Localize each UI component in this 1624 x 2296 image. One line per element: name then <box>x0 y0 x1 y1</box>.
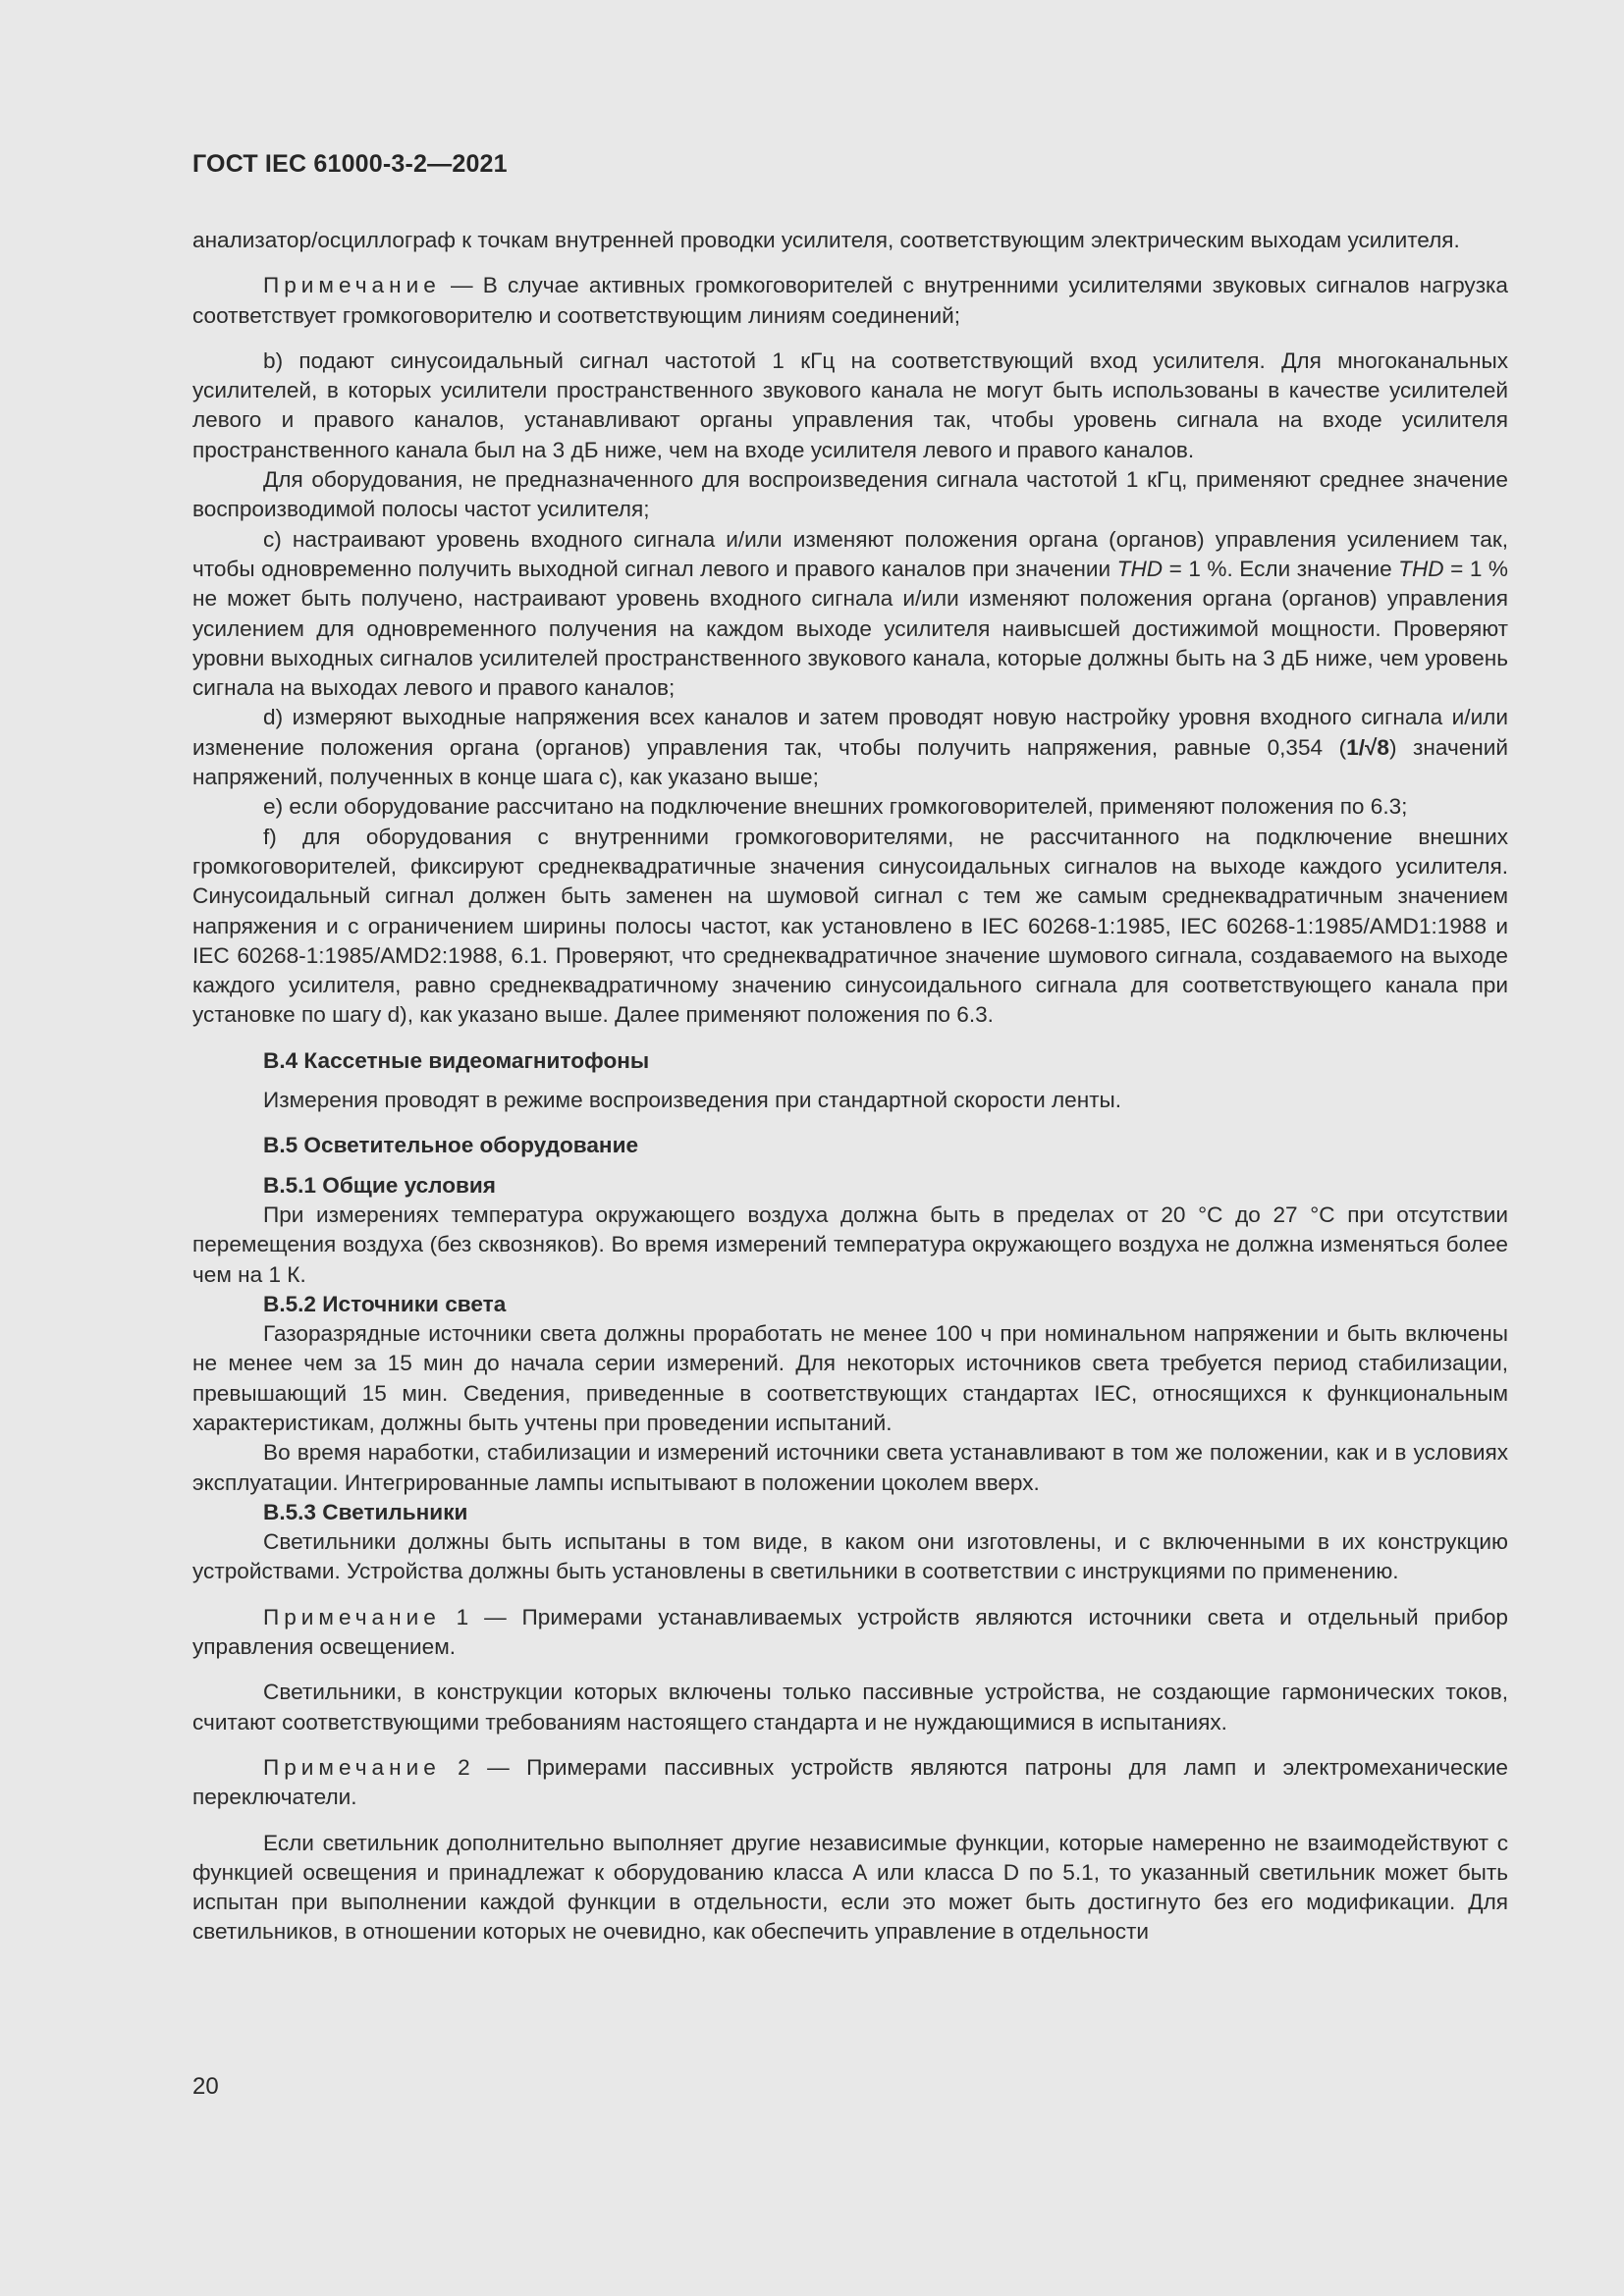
note-text: 2 — Примерами пассивных устройств являются патроны для ламп и электромеханические переключатели. <box>192 1754 1508 1810</box>
note-2 <box>192 1603 1508 1663</box>
section-heading-b53: B.5.3 Светильники <box>263 1499 468 1524</box>
paragraph: анализатор/осциллограф к точкам внутренней проводки усилителя, соответствующим электрическим выходам усилителя. <box>192 228 1460 252</box>
item-e: e) если оборудование рассчитано на подключение внешних громкоговорителей, применяют положения по 6.3; <box>263 794 1408 820</box>
section-heading-b5: B.5 Осветительное оборудование <box>263 1133 639 1158</box>
section-heading-b4: B.4 Кассетные видеомагнитофоны <box>263 1047 650 1073</box>
item-d: d) измеряют выходные напряжения всех каналов и затем проводят новую настройку уровня входного сигнала и/или изменение положения органа (органов) управления так, чтобы получить напряжения, равные 0,354 (1/√8) значений напряжений, полученных в конце шага с), как указано выше; <box>192 705 1509 790</box>
item-c: c) настраивают уровень входного сигнала и/или изменяют положения органа (органов) управления усилением так, чтобы одновременно получить выходной сигнал левого и правого каналов при значении THD = 1 %. Если значение THD = 1 % не может быть получено, настраивают уровень входного сигнала и/или изменяют положения органа (органов) управления усилением для одновременного получения на каждом выходе усилителя наивысшей достижимой мощности. Проверяют уровни выходных сигналов усилителей пространственного звукового канала, которые должны быть на 3 дБ ниже, чем уровень сигнала на выходах левого и правого каналов; <box>192 526 1509 701</box>
item-b: b) подают синусоидальный сигнал частотой 1 кГц на соответствующий вход усилителя. Для многоканальных усилителей, в которых усилители пространственного звукового канала не могут быть использованы в качестве усилителей левого и правого каналов, устанавливают органы управления так, чтобы уровень сигнала на входе усилителя пространственного канала был на 3 дБ ниже, чем на входе усилителя левого и правого каналов. <box>192 347 1508 462</box>
paragraph: Светильники должны быть испытаны в том виде, в каком они изготовлены, и с включенными в их конструкцию устройствами. Устройства должны быть установлены в светильники в соответствии с инструкциями по применению. <box>192 1529 1508 1584</box>
page-number: 20 <box>192 2073 219 2100</box>
paragraph: Газоразрядные источники света должны проработать не менее 100 ч при номинальном напряжении и быть включены не менее чем за 15 мин до начала серии измерений. Для некоторых источников света требуется период стабилизации, превышающий 15 мин. Сведения, приведенные в соответствующих стандартах IEC, относящихся к функциональным характеристикам, должны быть учтены при проведении испытаний. <box>192 1321 1508 1435</box>
note-3 <box>192 1753 1508 1813</box>
item-f: f) для оборудования с внутренними громкоговорителями, не рассчитанного на подключение внешних громкоговорителей, фиксируют среднеквадратичные значения синусоидальных сигналов на выходе каждого усилителя. Синусоидальный сигнал должен быть заменен на шумовой сигнал с тем же самым среднеквадратичным значением напряжения и с ограничением ширины полосы частот, как установлено в IEC 60268-1:1985, IEC 60268-1:1985/AMD1:1988 и IEC 60268-1:1985/AMD2:1988, 6.1. Проверяют, что среднеквадратичное значение шумового сигнала, создаваемого на выходе каждого усилителя, равно среднеквадратичному значению синусоидального сигнала для соответствующего канала при установке по шагу d), как указано выше. Далее применяют положения по 6.3. <box>192 824 1508 1028</box>
paragraph: Для оборудования, не предназначенного для воспроизведения сигнала частотой 1 кГц, применяют среднее значение воспроизводимой полосы частот усилителя; <box>192 467 1508 522</box>
paragraph: При измерениях температура окружающего воздуха должна быть в пределах от 20 °С до 27 °С при отсутствии перемещения воздуха (без сквозняков). Во время измерений температура окружающего воздуха не должна изменяться более чем на 1 К. <box>192 1201 1508 1287</box>
section-heading-b51: B.5.1 Общие условия <box>263 1172 496 1198</box>
document-header: ГОСТ IEC 61000-3-2—2021 <box>192 150 508 178</box>
section-heading-b52: B.5.2 Источники света <box>263 1291 507 1316</box>
note-1 <box>192 271 1508 331</box>
paragraph: Измерения проводят в режиме воспроизведения при стандартной скорости ленты. <box>263 1088 1122 1113</box>
paragraph: Светильники, в конструкции которых включены только пассивные устройства, не создающие гармонических токов, считают соответствующими требованиям настоящего стандарта и не нуждающимися в испытаниях. <box>192 1680 1508 1735</box>
note-label: Примечание <box>263 1754 441 1780</box>
note-text: 1 — Примерами устанавливаемых устройств являются источники света и отдельный прибор управления освещением. <box>192 1604 1508 1660</box>
note-text: — В случае активных громкоговорителей с внутренними усилителями звуковых сигналов нагрузка соответствует громкоговорителю и соответствующим линиям соединений; <box>192 273 1508 328</box>
document-body <box>192 226 1508 1948</box>
note-label: Примечание <box>263 273 441 298</box>
fraction: 1/√8 <box>1346 734 1389 760</box>
note-label: Примечание <box>263 1604 441 1629</box>
paragraph: Если светильник дополнительно выполняет другие независимые функции, которые намеренно не взаимодействуют с функцией освещения и принадлежат к оборудованию класса А или класса D по 5.1, то указанный светильник может быть испытан при выполнении каждой функции в отдельности, если это может быть достигнуто без его модификации. Для светильников, в отношении которых не очевидно, как обеспечить управление в отдельности <box>192 1830 1508 1945</box>
paragraph: Во время наработки, стабилизации и измерений источники света устанавливают в том же положении, как и в условиях эксплуатации. Интегрированные лампы испытывают в положении цоколем вверх. <box>192 1440 1508 1495</box>
